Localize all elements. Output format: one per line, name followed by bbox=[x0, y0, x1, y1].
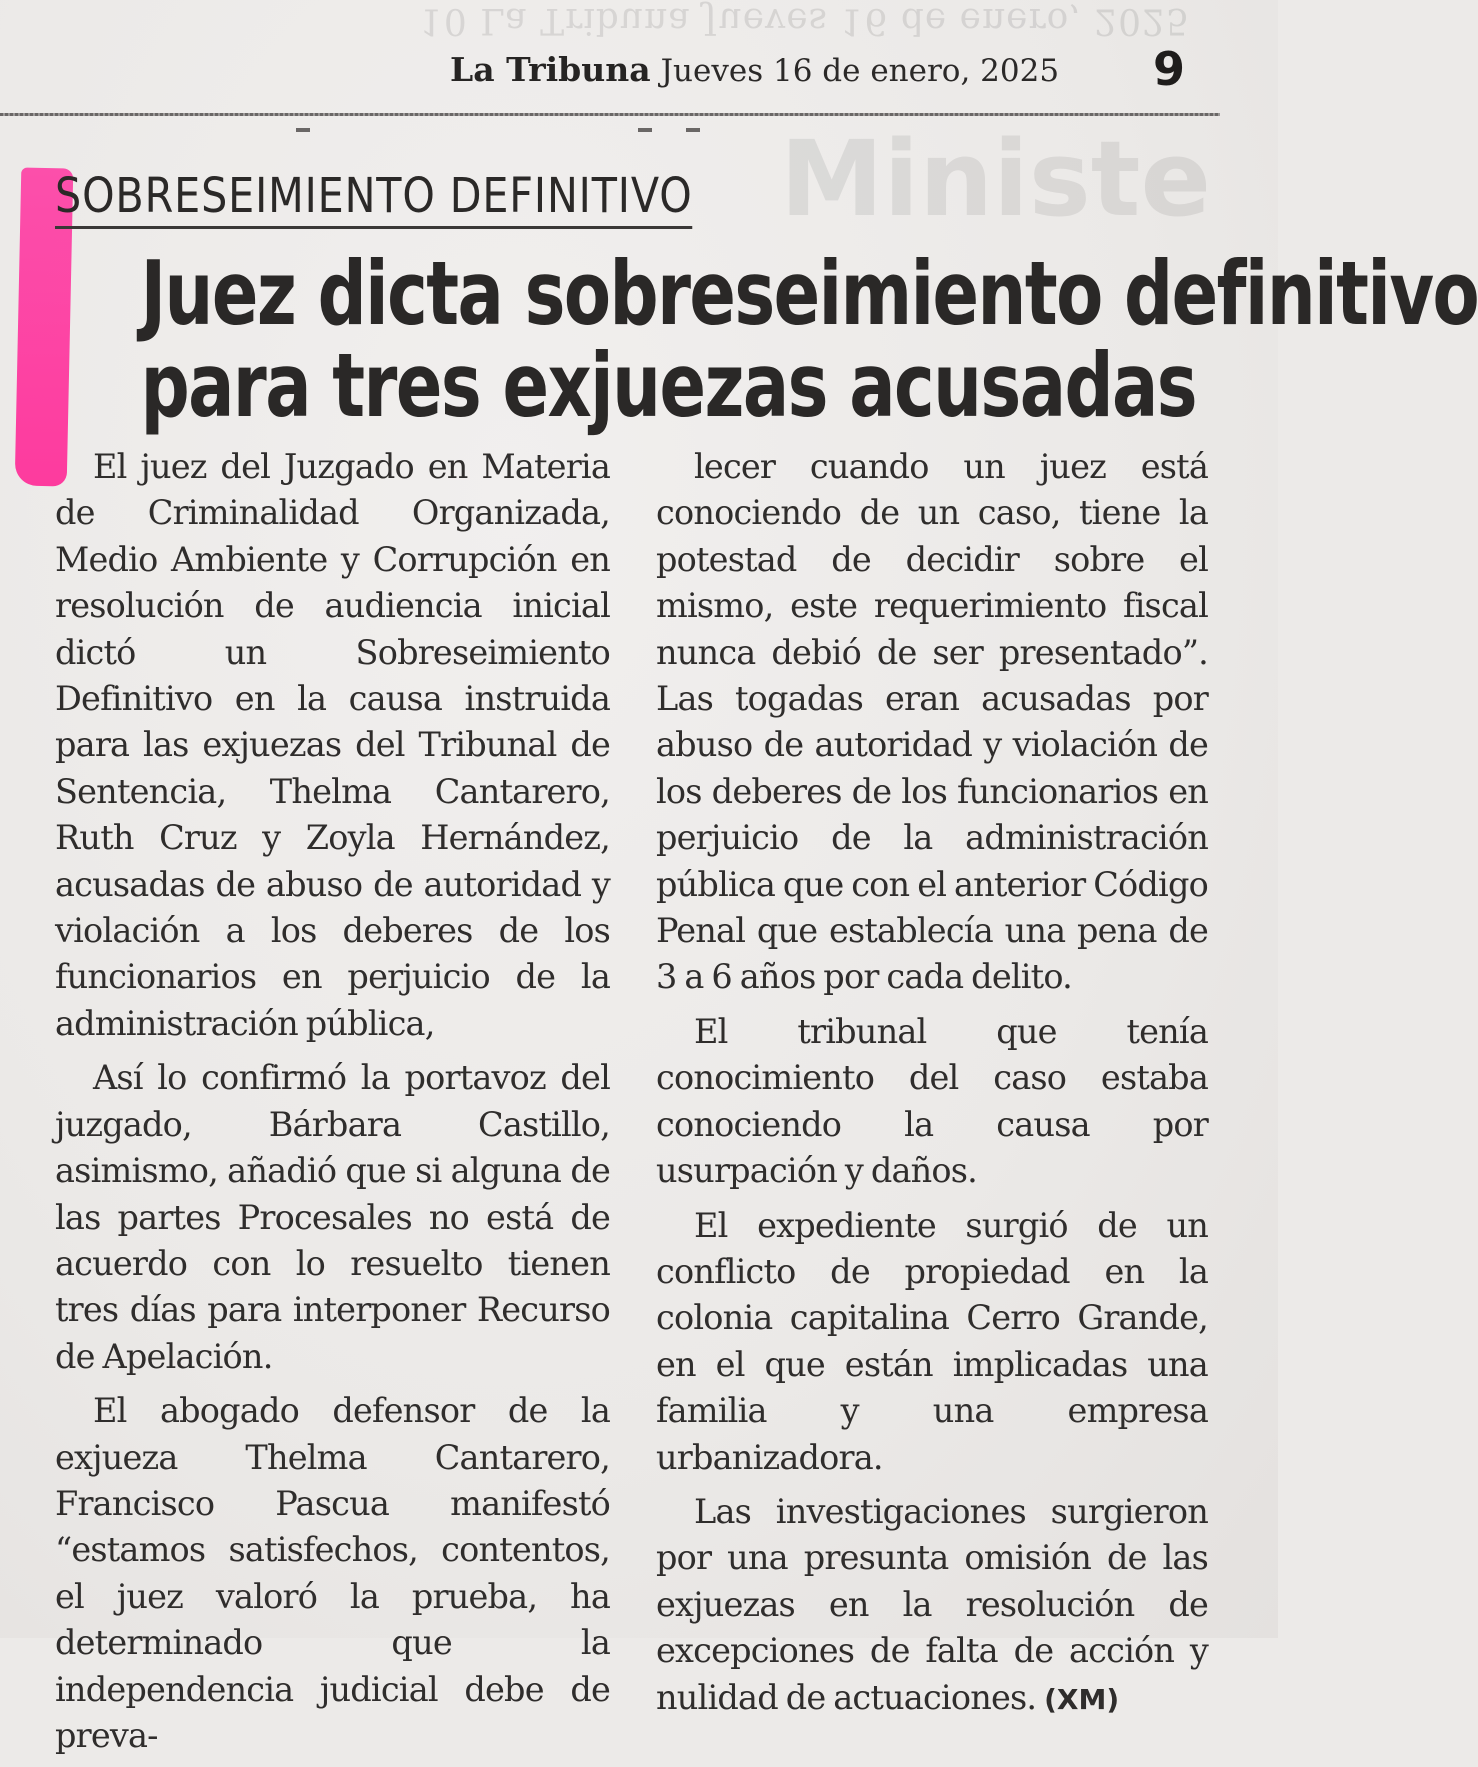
headline-line-2: para tres exjuezas acusadas bbox=[140, 334, 1197, 437]
headline-line-1: Juez dicta sobreseimiento definitivo bbox=[140, 242, 1478, 345]
article-kicker: SOBRESEIMIENTO DEFINITIVO bbox=[55, 168, 693, 229]
paragraph: lecer cuando un juez está conociendo de un caso, tiene la potestad de decidir sobre el mismo, este requerimiento fiscal nunca debió de ser presentado”. Las togadas eran acusadas por abuso de autoridad y violación de los deberes de los funcionarios en perjuicio de la administración pública que con el anterior Código Penal que establecía una pena de 3 a 6 años por cada delito. bbox=[656, 447, 1208, 997]
header-divider bbox=[0, 113, 1220, 116]
article-column-right bbox=[656, 444, 1208, 1731]
page-number: 9 bbox=[1153, 42, 1186, 96]
bleed-through-header: 10 La Tribuna Jueves 16 de enero, 2025 bbox=[420, 0, 1190, 41]
article-headline bbox=[0, 242, 1478, 437]
bleed-through-headline: Ministe bbox=[780, 118, 1211, 240]
paragraph: El juez del Juzgado en Materia de Criminalidad Organizada, Medio Ambiente y Corrupción en resolución de audiencia inicial dictó un Sobreseimiento Definitivo en la causa instruida para las exjuezas del Tribunal de Sentencia, Thelma Cantarero, Ruth Cruz y Zoyla Hernández, acusadas de abuso de autoridad y violación a los deberes de los funcionarios en perjuicio de la administración pública, bbox=[55, 447, 610, 1043]
article-column-left bbox=[55, 444, 610, 1767]
paragraph: Así lo confirmó la portavoz del juzgado, Bárbara Castillo, asimismo, añadió que si alguna de las partes Procesales no está de acuerdo con lo resuelto tienen tres días para interponer Recurso de Apelación. bbox=[55, 1058, 610, 1376]
paragraph: El expediente surgió de un conflicto de propiedad en la colonia capitalina Cerro Grande, en el que están implicadas una familia y una empresa urbanizadora. bbox=[656, 1205, 1208, 1477]
paragraph: El abogado defensor de la exjueza Thelma Cantarero, Francisco Pascua manifestó “estamos satisfechos, contentos, el juez valoró la prueba, ha determinado que la independencia judicial debe de preva- bbox=[55, 1391, 610, 1755]
issue-date: Jueves 16 de enero, 2025 bbox=[660, 53, 1060, 89]
paragraph: El tribunal que tenía conocimiento del caso estaba conociendo la causa por usurpación y daños. bbox=[656, 1011, 1208, 1191]
byline-initials: (XM) bbox=[1044, 1682, 1120, 1716]
page-header bbox=[450, 50, 1059, 110]
divider-tick bbox=[686, 128, 700, 132]
paragraph-text: Las investigaciones surgieron por una presunta omisión de las exjuezas en la resolución de excepciones de falta de acción y nulidad de actuaciones. bbox=[656, 1491, 1208, 1717]
newspaper-name: La Tribuna bbox=[450, 50, 651, 89]
paragraph-final bbox=[656, 1489, 1208, 1723]
divider-tick bbox=[296, 128, 310, 132]
divider-tick bbox=[638, 128, 652, 132]
